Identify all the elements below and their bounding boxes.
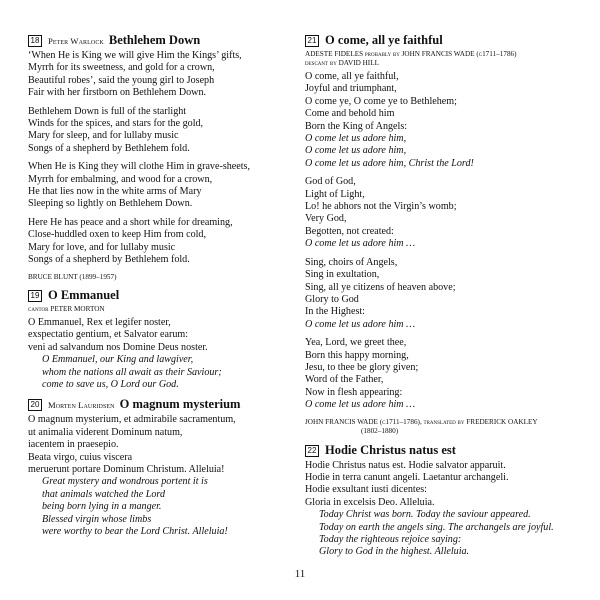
section-heading	[305, 33, 590, 48]
section-title: Hodie Christus natus est	[325, 442, 456, 457]
text-line: Born this happy morning,	[305, 349, 409, 361]
stanza	[28, 50, 298, 100]
text-line: O Emmanuel, our King and lawgiver,	[42, 354, 194, 366]
text-line: exspectatio gentium, et Salvator earum:	[28, 329, 189, 341]
text-line: Sleeping so lightly on Bethlehem Down.	[28, 198, 193, 210]
text-line: Light of Light,	[305, 188, 365, 200]
text-line: O come, all ye faithful,	[305, 71, 399, 82]
section-heading	[28, 397, 298, 412]
text-line: O Emmanuel, Rex et legifer noster,	[28, 317, 171, 328]
text-line: were worthy to bear the Lord Christ. Alleluia!	[42, 526, 228, 538]
text-line: Beata virgo, cuius viscera	[28, 451, 133, 463]
section-heading	[28, 33, 298, 48]
text-line: In the Highest:	[305, 306, 365, 318]
hymn-section	[305, 443, 590, 559]
stanza	[305, 257, 590, 331]
stanza	[305, 176, 590, 250]
track-number: 19	[28, 290, 42, 302]
text-line: Winds for the spices, and stars for the gold,	[28, 118, 204, 130]
text-line: Here He has peace and a short while for dreaming,	[28, 216, 233, 228]
track-number: 18	[28, 35, 42, 47]
text-line: Now in flesh appearing:	[305, 386, 403, 398]
hymn-section	[305, 33, 590, 437]
text-line: Begotten, not created:	[305, 225, 394, 237]
text-line: Joyful and triumphant,	[305, 83, 397, 95]
performer-credit: descant by DAVID HILL	[305, 59, 379, 67]
text-line: Mary for sleep, and for lullaby music	[28, 130, 179, 142]
text-line: O come let us adore him …	[305, 399, 416, 411]
text-line: Sing in exultation,	[305, 269, 380, 281]
text-line: O come let us adore him, Christ the Lord!	[305, 157, 474, 169]
text-line: Fair with her firstborn on Bethlehem Down.	[28, 87, 207, 99]
text-line: being born lying in a manger.	[42, 501, 162, 513]
text-line: Hodie exsultant iusti dicentes:	[305, 484, 427, 496]
section-title: O magnum mysterium	[119, 397, 241, 412]
text-line: O magnum mysterium, et admirabile sacramentum,	[28, 414, 236, 426]
text-line: Beautiful robes’, said the young girl to Joseph	[28, 74, 215, 86]
text-line: ‘When He is King we will give Him the Kings’ gifts,	[28, 50, 242, 61]
stanza	[28, 161, 298, 211]
stanza	[305, 337, 590, 411]
text-line: come to save us, O Lord our God.	[42, 379, 179, 391]
text-line: O come let us adore him …	[305, 238, 416, 250]
performer-credit: cantor PETER MORTON	[28, 305, 105, 313]
text-line: Glory to God	[305, 293, 359, 305]
text-line: Very God,	[305, 213, 347, 225]
text-line: iacentem in praesepio.	[28, 439, 119, 451]
text-line: Songs of a shepherd by Bethlehem fold.	[28, 254, 190, 266]
text-line: Hodie Christus natus est. Hodie salvator apparuit.	[305, 459, 506, 471]
left-column	[28, 33, 298, 545]
stanza	[28, 317, 298, 391]
composer-name: Peter Warlock	[48, 36, 104, 46]
stanza	[28, 106, 298, 156]
composer-name: Morten Lauridsen	[48, 400, 115, 411]
text-line: Mary for love, and for lullaby music	[28, 241, 176, 253]
text-line: meruerunt portare Dominum Christum. Alleluia!	[28, 464, 225, 476]
text-line: Bethlehem Down is full of the starlight	[28, 105, 187, 117]
text-line: Yea, Lord, we greet thee,	[305, 337, 407, 349]
hymn-section	[28, 288, 298, 391]
author-credit: JOHN FRANCIS WADE (c1711–1786), translated by FREDERICK OAKLEY	[305, 417, 538, 426]
text-line: O come let us adore him,	[305, 145, 407, 157]
text-line: God of God,	[305, 176, 356, 188]
track-number: 21	[305, 35, 319, 47]
text-line: Lo! he abhors not the Virgin’s womb;	[305, 201, 457, 213]
hymn-section	[28, 397, 298, 538]
section-title: Bethlehem Down	[108, 33, 201, 47]
text-line: ut animalia viderent Dominum natum,	[28, 426, 183, 438]
text-line: Today the righteous rejoice saying:	[319, 534, 462, 545]
stanza	[305, 71, 590, 170]
section-title: O come, all ye faithful	[325, 33, 443, 47]
text-line: Today Christ was born. Today the saviour appeared.	[319, 509, 531, 521]
text-line: Great mystery and wondrous portent it is	[42, 476, 208, 488]
text-line: When He is King they will clothe Him in grave-sheets,	[28, 161, 251, 173]
text-line: Myrrh for embalming, and wood for a crown,	[28, 173, 213, 185]
text-line: Sing, all ye citizens of heaven above;	[305, 281, 456, 293]
track-number: 22	[305, 445, 319, 457]
text-line: whom the nations all await as their Saviour;	[42, 366, 222, 378]
right-column	[305, 33, 590, 565]
text-line: Songs of a shepherd by Bethlehem fold.	[28, 142, 190, 154]
text-line: He that lies now in the white arms of Mary	[28, 186, 202, 198]
text-line: Jesu, to thee be glory given;	[305, 361, 419, 373]
text-line: Gloria in excelsis Deo. Alleluia.	[305, 496, 435, 508]
text-line: Myrrh for its sweetness, and gold for a crown,	[28, 62, 215, 74]
performer-credit: ADESTE FIDELES probably by JOHN FRANCIS WADE (c1711–1786)	[305, 50, 517, 58]
text-line: O come let us adore him …	[305, 318, 416, 330]
page-number: 11	[294, 568, 306, 580]
text-line: Born the King of Angels:	[305, 120, 408, 132]
text-line: Sing, choirs of Angels,	[305, 256, 398, 268]
text-line: O come let us adore him,	[305, 133, 407, 145]
stanza	[28, 217, 298, 267]
hymn-section	[28, 33, 298, 282]
text-line: that animals watched the Lord	[42, 488, 165, 500]
stanza	[305, 460, 590, 559]
text-line: Glory to God in the highest. Alleluia.	[319, 546, 470, 558]
stanza	[28, 414, 298, 538]
text-line: Blessed virgin whose limbs	[42, 513, 152, 525]
track-number: 20	[28, 399, 42, 411]
text-line: veni ad salvandum nos Domine Deus noster.	[28, 341, 208, 353]
section-heading	[305, 443, 590, 458]
text-line: Today on earth the angels sing. The archangels are joyful.	[319, 521, 554, 533]
author-credit: (1802–1880)	[361, 427, 399, 436]
text-line: Hodie in terra canunt angeli. Laetantur archangeli.	[305, 471, 509, 483]
text-line: Word of the Father,	[305, 374, 384, 386]
section-heading	[28, 288, 298, 303]
text-line: O come ye, O come ye to Bethlehem;	[305, 95, 457, 107]
author-credit: BRUCE BLUNT (1899–1957)	[28, 272, 117, 281]
section-title: O Emmanuel	[48, 288, 120, 302]
text-line: Come and behold him	[305, 108, 395, 120]
text-line: Close-huddled oxen to keep Him from cold,	[28, 229, 207, 241]
